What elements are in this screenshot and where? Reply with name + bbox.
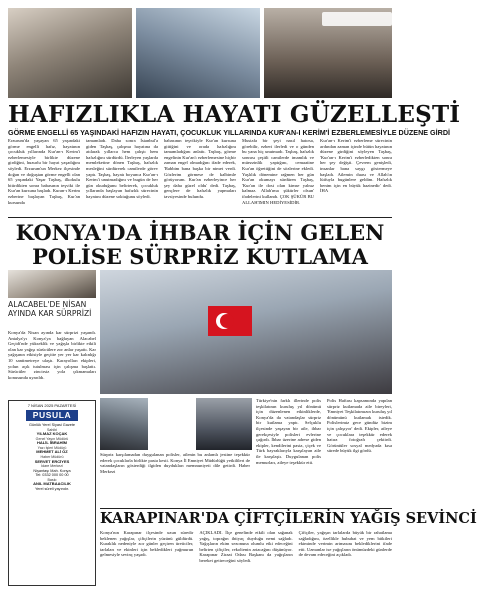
photo-snowy-pass: [8, 270, 96, 298]
bottom-col-1: Konya'nın Karapınar ilçesinde uzun süredir beklenen yağışlar, çiftçilerin yüzünü güldürdü. Kuraklık nedeniyle zor günler geçiren üreticiler, tarlaları ve ekinleri için bekledikleri yağmurun gelmesiyle sevinç yaşadı.: [100, 530, 194, 558]
mid-col-3: Sürpriz karşılamadan duygulanan polisler, ailenin bu anlamlı jestine teşekkür ederek çocuklarla birlikte pasta kesti. Konya İl Emniyet Müdürlüğü yetkilileri de vatandaşların gösterdiği ilgiden duydukları memnuniyeti dile getirdi. Haber Merkezi: [100, 452, 250, 474]
bottom-col-3: Çiftçiler, yağışın tarlalarda büyük bir rahatlama sağladığını, özellikle hububat ve yem bitkileri ekiminde verimin artmasını beklediklerini ifade etti. Uzmanlar ise yağışların önümüzdeki günlerde de devam edeceğini açıkladı.: [298, 530, 392, 558]
mid-headline-line1: KONYA'DA İHBAR İÇİN GELEN: [15, 220, 385, 245]
top-col-2: tamamladı. Daha sonra İstanbul'a giden Taşbaş, çalışma hayatına da atılarak yıllarca hem çalıştı hem hafızlığını sürdürdü. İlerleyen yaşlarda memleketine dönen Taşbaş, hafızlık mesleğini sürdürerek camilerde görev yaptı. Taşbaş, hayatı boyunca Kur'an-ı Kerim'i unutmadığını ve bugün de her gün okuduğunu belirterek, çocukluk yıllarında başlayan hafızlık sürecinin hayatını düzene soktuğunu söyledi.: [86, 138, 158, 199]
masthead-role: Baskı: [47, 478, 57, 482]
photo-elderly-man: [8, 8, 132, 98]
top-subheadline: GÖRME ENGELLİ 65 YAŞINDAKİ HAFIZIN HAYATI, ÇOCUKLUK YILLARINDA KUR'AN-I KERİM'İ EZBERLEMESİYLE DÜZENE GİRDİ: [8, 128, 451, 137]
bottom-col-2: AÇIKLADI. İlçe genelinde etkili olan sağanak yağış, toprağın ihtiyaç duyduğu nemi sağladı. Yağışların ekim sezonuna olumlu etki edeceğini belirten çiftçiler, rekoltenin artacağını düşünüyor. Karapınar Ziraat Odası Başkanı da yağışların bereket getireceğini söyledi.: [199, 530, 293, 563]
masthead-name: SERVET ERCİYES: [34, 458, 70, 464]
turkish-flag-icon: [208, 306, 252, 336]
masthead-address: Nişantaşı Mah. Konya: [33, 468, 71, 473]
masthead-name: YILMAZ KOÇAK: [36, 431, 68, 436]
top-col-3: babasının teşvikiyle Kur'an kursuna gittiğini ve orada hafızlığını tamamladığını anlattı. Taşbaş, görme engelinin Kur'an'ı ezberlemesine hiçbir zaman engel olmadığını ifade ederek, 'Rabbim bana başka bir nimet verdi. Gözlerim görmese de kalbimle görüyorum. Kur'an ezberleyince her şey daha güzel oldu' dedi. Taşbaş, gençlere de hafızlık yapmaları tavsiyesinde bulundu.: [164, 138, 236, 199]
mid-story-body: [256, 398, 392, 508]
masthead-role: Yazı İşleri Müdürü: [37, 446, 67, 450]
masthead-note: Yerel süreli yayındır.: [34, 487, 70, 492]
sidebar-body: Konya'da Nisan ayında kar sürprizi yaşandı. Antalya'yı Konya'ya bağlayan Alacabel Geçidi'nde yükseklik ve yağışla birlikte etkili olan kar yağışı sürücülere zor anlar yaşattı. Kar yağışının etkisiyle geçitte yer yer kar kalınlığı 10 santimetreye ulaştı. Karayolları ekipleri, yolun açık tutulması için çalışma başlattı. Sürücüler zincirsiz yola çıkmamaları konusunda uyarıldı.: [8, 330, 96, 380]
sidebar-headline: ALACABEL'DE NİSAN AYINDA KAR SÜRPRİZİ: [8, 300, 92, 318]
masthead-name: MEHMET ALİ ÖZ: [36, 449, 68, 455]
photo-police-family: [196, 398, 252, 450]
masthead-role: Haber Müdürü: [40, 455, 64, 460]
photo-police-officer: [100, 398, 148, 450]
mid-story-body-extra: [100, 452, 250, 508]
masthead-role: İdare Merkezi: [41, 464, 63, 469]
masthead-date: 7 NİSAN 2025 PAZARTESİ: [27, 403, 77, 408]
mid-col-2: Polis Haftası kapsamında yapılan sürpriz kutlamada aile bireyleri, 'Emniyet Teşkilatımızın kuruluş yıl dönümünü kutlamak istedik. Polislerimiz gece gündüz bizim için çalışıyor' dedi. Ekipler, aileye ve çocuklara teşekkür ederek hatıra fotoğrafı çektirdi. Görüntüler sosyal medyada kısa sürede büyük ilgi gördü.: [327, 398, 392, 454]
masthead-role: Sahibi: [47, 427, 57, 432]
mid-headline-line2: POLİSE SÜRPRİZ KUTLAMA: [32, 244, 368, 269]
top-col-4: Mustafa bir şeyi nasıl hatırsa, görebilir, ezberi ilerledi ve o günden bu yana hiç unutmadı. Taşbaş, hafızlık sonrası çeşitli camilerde imamlık ve müezzinlik yaptığını, cemaatine Kur'an öğrettiğini de sözlerine ekledi. Yaşlılık dönemine rağmen her gün Kur'an okumayı sürdüren Taşbaş, 'Kur'an ile dost olan kimse yalnız kalmaz. Allah'ıma şükürler olsun' ifadelerini kullandı. ÇOK ŞÜKÜR BU ALLAH'IMIN HEDİYESİDİR.: [242, 138, 314, 205]
masthead-logo: PUSULA: [26, 410, 78, 421]
masthead-box: [8, 400, 96, 586]
top-story-body: [8, 138, 392, 214]
watermark-logo: [322, 12, 392, 26]
masthead-tagline: Günlük Yerel Siyasi Gazete: [28, 423, 75, 427]
photo-hafiz-portrait: [136, 8, 260, 98]
bottom-story-body: [100, 530, 392, 588]
divider-bottom: [100, 508, 392, 509]
divider-top: [8, 217, 392, 218]
masthead-name: ANIL MATBAACILIK: [33, 481, 71, 487]
bottom-headline: KARAPINAR'DA ÇİFTÇİLERİN YAĞIŞ SEVİNCİ: [100, 510, 477, 527]
mid-col-1: Türkiye'nin farklı illerinde polis teşkilatının kuruluş yıl dönümü için düzenlenen etkinliklerde, Konya'da da vatandaşlar sürpriz bir kutlama yaptı. Selçuklu ilçesinde yaşayan bir aile, ihbar gerekçesiyle polisleri evlerine çağırdı. İhbar üzerine adrese giden ekipler, kendilerini pasta, çiçek ve Türk bayraklarıyla karşılayan aile ile karşılaştı. Duygulanan polis memurları, aileye teşekkür etti.: [256, 398, 321, 465]
masthead-name: HALİL İBRAHİM: [37, 440, 67, 446]
masthead-phone: Tel: 0332 000 00 00: [35, 473, 69, 478]
top-col-5: Kur'an-ı Kerim'i ezberleme sürecinin ardından zaman içinde bütün hayatının düzene girdiğini söyleyen Taşbaş, 'Kur'an-ı Kerim'i ezberledikten sonra her şey değişti. Çevrem genişledi, insanlar bana saygı göstermeye başladı. Ailemin duası ve Allah'ın lütfuyla bugünlere geldim. Hafızlık benim için en büyük hazinedir' dedi. İHA: [320, 138, 392, 194]
top-headline: HAFIZLIKLA HAYATI GÜZELLEŞTİ: [8, 101, 461, 128]
masthead-role: Genel Yayın Müdürü: [35, 436, 69, 441]
top-col-1: Erzurum'da yaşayan 65 yaşındaki görme engelli hafız, hayatının çocukluk yıllarında Kur'an-ı Kerim'i ezberlemesiyle birlikte düzene girdiğini, huzurlu bir hayat yaşadığını söyledi. Erzurum'un Merkez ilçesinde doğan ve doğuştan görme engelli olan 65 yaşındaki Yaşar Taşbaş, ilkokulu bitirdikten sonra babasının teşviki ile Kur'an kursuna başladı. Kuran-ı Kerim ezberine başlayan Taşbaş, Kur'an kursunda: [8, 138, 80, 205]
